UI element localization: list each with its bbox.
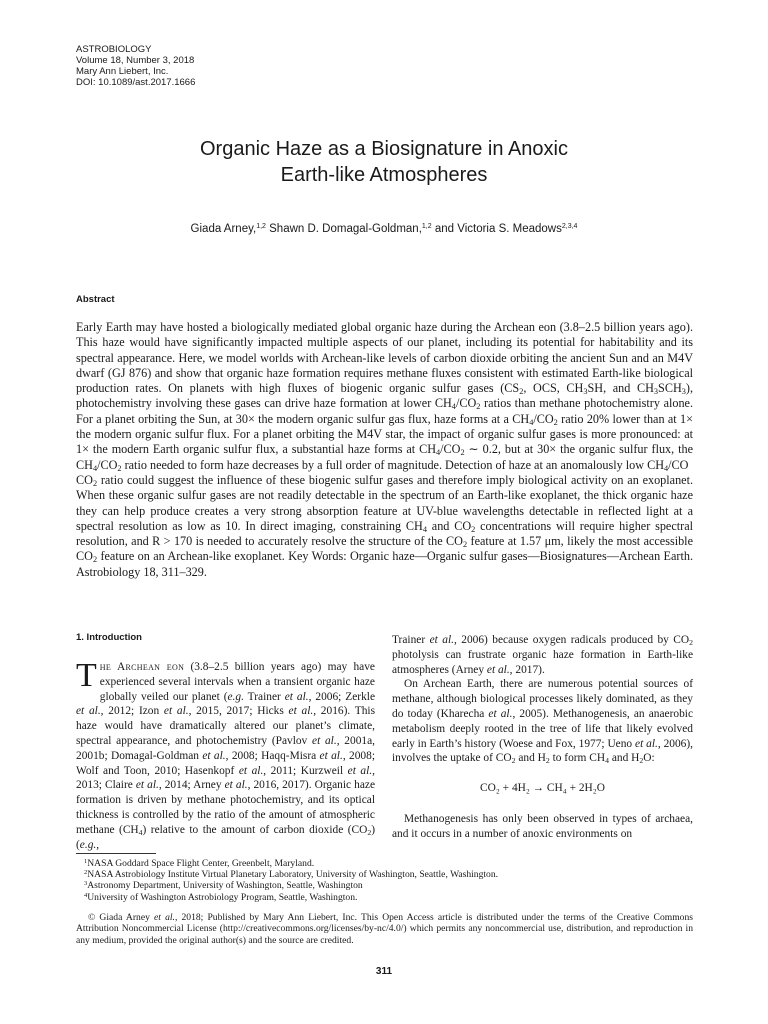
intro-paragraph-1: The Archean eon (3.8–2.5 billion years ago) may have experienced several intervals when a transient organic haze globally veiled our planet (e.g. Trainer et al., 2006; Zerkle et al., 2012; Izon et al., 2015, 2017; Hicks et al., 2016). This haze would have dramatically altered our planet’s climate, spectral appearance, and photochemistry (Pavlov et al., 2001a, 2001b; Domagal-Goldman et al., 2008; Haqq-Misra et al., 2008; Wolf and Toon, 2010; Hasenkopf et al., 2011; Kurzweil et al., 2013; Claire et al., 2014; Arney et al., 2016, 2017). Organic haze formation is driven by methane photochemistry, and its optical thickness is controlled by the ratio of the amount of atmospheric methane $(CH_4)$ relative to the amount of carbon dioxide $(CO_2)$ (e.g., [76,657,376,851]
affiliation-footnotes [84,858,694,903]
footnote: $^3$Astronomy Department, University of Washington, Seattle, Washington [84,880,363,892]
author-affiliation: 1,2 [421,223,432,230]
author-name: Victoria S. Meadows [457,223,562,235]
journal-volume: Volume 18, Number 3, 2018 [76,55,195,66]
title-line-1: Organic Haze as a Biosignature in Anoxic [200,138,568,160]
footnote: $^2$NASA Astrobiology Institute Virtual Planetary Laboratory, University of Washington, Seattle, Washington. [84,869,499,881]
section-heading: 1. Introduction [76,632,142,643]
abstract-text: Early Earth may have hosted a biologically mediated global organic haze during the Archean eon (3.8–2.5 billion years ago). This haze would have significantly impacted multiple aspects of our planet, including its potential for habitability and its spectral appearance. Here, we model worlds with Archean-like levels of carbon dioxide orbiting the ancient Sun and an M4V dwarf (GJ 876) and show that organic haze formation requires methane fluxes consistent with estimated Earth-like biological production rates. On planets with high fluxes of biogenic organic sulfur gases ($CS_2$, OCS, $CH_3SH$, and $CH_3SCH_3$), photochemistry involving these gases can drive haze formation at lower $CH_4/CO_2$ ratios than methane photochemistry alone. For a planet orbiting the Sun, at 30× the modern organic sulfur gas flux, haze forms at a $CH_4/CO_2$ ratio 20% lower than at 1× the modern organic sulfur flux. For a planet orbiting the M4V star, the impact of organic sulfur gases is more pronounced: at 1× the modern Earth organic sulfur flux, a substantial haze forms at $CH_4/CO_2$ ∼ 0.2, but at 30× the organic sulfur flux, the $CH_4/CO_2$ ratio needed to form haze decreases by a full order of magnitude. Detection of haze at an anomalously low $CH_4/CO$ $CO_2$ ratio could suggest the influence of these biogenic sulfur gases and therefore imply biological activity on an exoplanet. When these organic sulfur gases are not readily detectable in the spectrum of an Earth-like exoplanet, the thick organic haze they can help produce creates a very strong absorption feature at UV-blue wavelengths detectable in reflected light at a spectral resolution as low as 10. In direct imaging, constraining $CH_4$ and $CO_2$ concentrations will require higher spectral resolution, and R > 170 is needed to accurately resolve the structure of the $CO_2$ feature at 1.57 μm, likely the most accessible $CO_2$ feature on an Archean-like exoplanet. Key Words: Organic haze—Organic sulfur gases—Biosignatures—Archean Earth. Astrobiology 18, 311–329. [76,320,694,579]
abstract-heading: Abstract [76,294,115,305]
footnote: $^4$University of Washington Astrobiology Program, Seattle, Washington. [84,891,358,903]
right-column [392,633,693,842]
page-number: 311 [375,966,393,977]
author-list: Giada Arney,$^{1,2}$ Shawn D. Domagal-Goldman,$^{1,2}$ and Victoria S. Meadows$^{2,3,4}$ [190,223,578,235]
author-affiliation: 1,2 [256,223,266,230]
methanogenesis-equation: CO₂ + 4H₂ → CH₄ + 2H₂O [480,782,605,795]
journal-doi: DOI: 10.1089/ast.2017.1666 [76,77,196,88]
journal-header [76,44,195,88]
intro-paragraph-2: On Archean Earth, there are numerous potential sources of methane, although biological processes likely dominated, as they do today (Kharecha et al., 2005). Methanogenesis, an anaerobic metabolism deeply rooted in the tree of life that likely evolved early in Earth’s history (Woese and Fox, 1977; Ueno et al., 2006), involves the uptake of $CO_2$ and $H_2$ to form $CH_4$ and $H_2O$: [392,678,693,766]
article-title [76,136,692,188]
author-conjunction: and [434,223,455,235]
author-name: Shawn D. Domagal-Goldman [269,223,419,235]
footnote: $^1$NASA Goddard Space Flight Center, Greenbelt, Maryland. [84,858,315,869]
title-line-2: Earth-like Atmospheres [280,164,488,186]
journal-publisher: Mary Ann Liebert, Inc. [76,66,169,77]
intro-paragraph-3: Methanogenesis has only been observed in types of archaea, and it occurs in a number of anoxic environments on [392,813,693,840]
author-affiliation: 2,3,4 [561,223,578,230]
copyright-notice: © Giada Arney et al., 2018; Published by Mary Ann Liebert, Inc. This Open Access article is distributed under the terms of the Creative Commons Attribution Noncommercial License (http://creativecommons.org/licenses/by-nc/4.0/) which permits any noncommercial use, distribution, and reproduction in any medium, provided the original author(s) and the source are credited. [76,912,693,946]
intro-paragraph-1-cont: Trainer et al., 2006) because oxygen radicals produced by $CO_2$ photolysis can frustrate organic haze formation in Earth-like atmospheres (Arney et al., 2017). [392,634,694,676]
journal-name: ASTROBIOLOGY [76,44,152,55]
drop-cap: T [76,657,97,694]
footnote-divider [76,853,156,854]
author-name: Giada Arney [190,223,253,235]
left-column [76,632,375,852]
